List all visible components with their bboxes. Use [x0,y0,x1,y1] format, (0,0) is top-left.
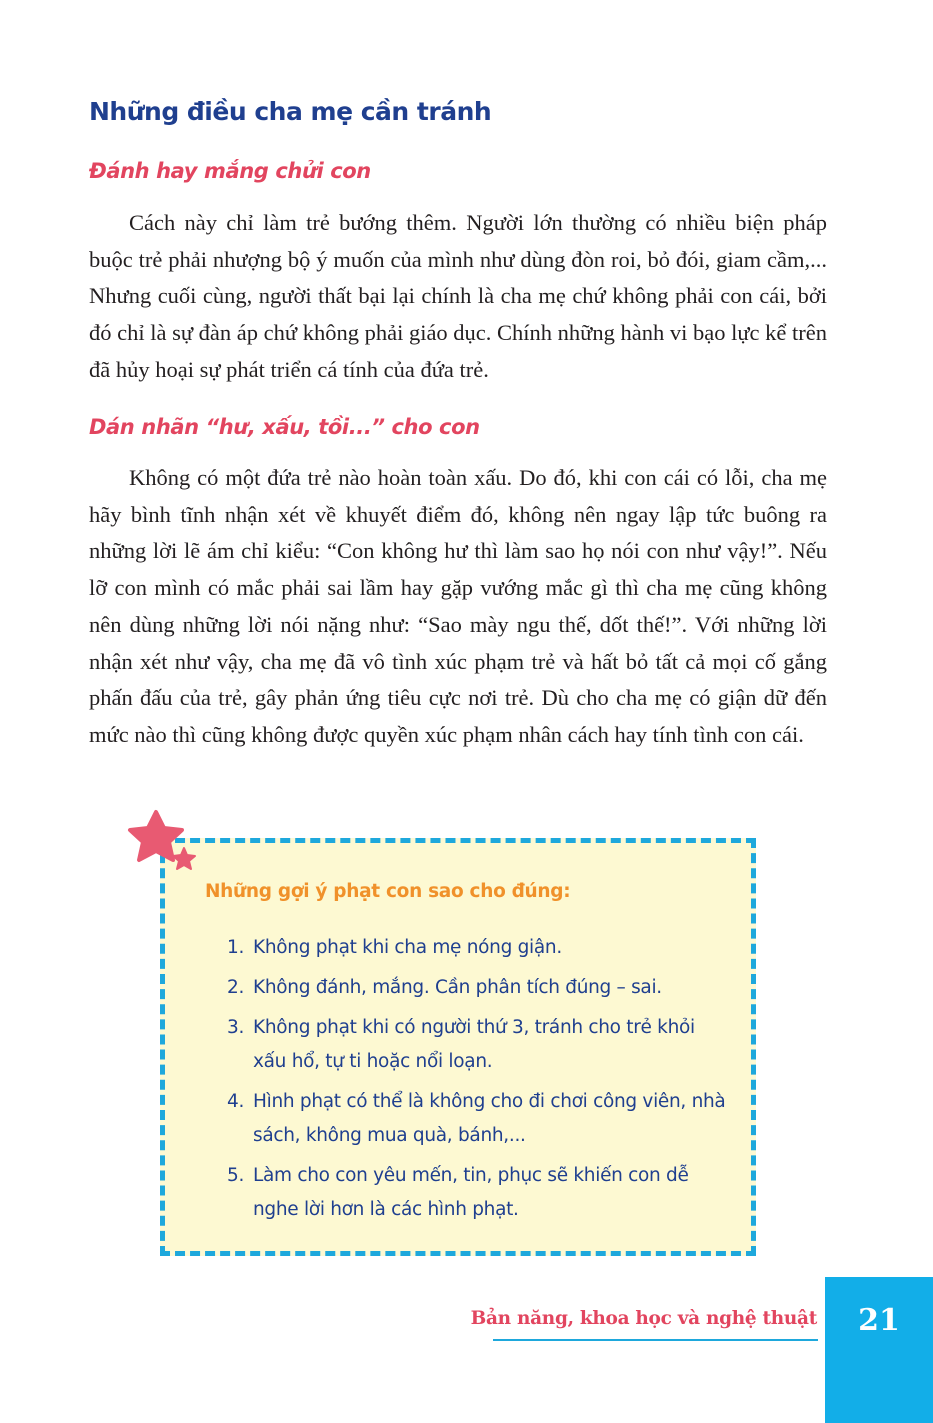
tip-text: Làm cho con yêu mến, tin, phục sẽ khiến con dễ nghe lời hơn là các hình phạt. [253,1165,689,1220]
paragraph-1: Cách này chỉ làm trẻ bướng thêm. Người lớn thường có nhiều biện pháp buộc trẻ phải nhượng bộ ý muốn của mình như dùng đòn roi, bỏ đói, giam cầm,... Nhưng cuối cùng, người thất bại lại chính là cha mẹ chứ không phải con cái, bởi đó chỉ là sự đàn áp chứ không phải giáo dục. Chính những hành vi bạo lực kể trên đã hủy hoại sự phát triển cá tính của đứa trẻ. [89,210,827,382]
tip-box [160,838,756,1256]
tip-list [227,931,732,1233]
page-number: 21 [858,1303,900,1338]
tip-number: 2. [227,977,245,998]
paragraph-2: Không có một đứa trẻ nào hoàn toàn xấu. Do đó, khi con cái có lỗi, cha mẹ hãy bình tĩnh nhận xét về khuyết điểm đó, không nên ngay lập tức buông ra những lời lẽ ám chỉ kiểu: “Con không hư thì làm sao họ nói con như vậy!”. Nếu lỡ con mình có mắc phải sai lầm hay gặp vướng mắc gì thì cha mẹ cũng không nên dùng những lời nói nặng như: “Sao mày ngu thế, dốt thế!”. Với những lời nhận xét như vậy, cha mẹ đã vô tình xúc phạm trẻ và hất bỏ tất cả mọi cố gắng phấn đấu của trẻ, gây phản ứng tiêu cực nơi trẻ. Dù cho cha mẹ có giận dữ đến mức nào thì cũng không được quyền xúc phạm nhân cách hay tính tình con cái. [89,465,827,747]
section-title: Những điều cha mẹ cần tránh [89,97,492,126]
tip-item-2 [227,971,732,1005]
tip-item-1 [227,931,732,965]
tip-number: 5. [227,1165,245,1186]
tip-text: Hình phạt có thể là không cho đi chơi công viên, nhà sách, không mua quà, bánh,... [253,1091,726,1146]
footer-book-title: Bản năng, khoa học và nghệ thuật [470,1308,817,1329]
tip-number: 4. [227,1091,245,1112]
subsection-heading-2: Dán nhãn “hư, xấu, tồi...” cho con [89,415,480,439]
tip-box-title: Những gợi ý phạt con sao cho đúng: [205,881,571,902]
tip-number: 3. [227,1017,245,1038]
tip-number: 1. [227,937,245,958]
tip-text: Không phạt khi cha mẹ nóng giận. [253,937,562,958]
page-number-box [825,1277,933,1423]
tip-text: Không phạt khi có người thứ 3, tránh cho trẻ khỏi xấu hổ, tự ti hoặc nổi loạn. [253,1017,695,1072]
tip-item-3 [227,1011,732,1079]
tip-item-4 [227,1085,732,1153]
footer-underline [493,1339,818,1341]
tip-text: Không đánh, mắng. Cần phân tích đúng – sai. [253,977,662,998]
tip-item-5 [227,1159,732,1227]
subsection-heading-1: Đánh hay mắng chửi con [89,159,371,183]
star-icon [124,808,202,878]
